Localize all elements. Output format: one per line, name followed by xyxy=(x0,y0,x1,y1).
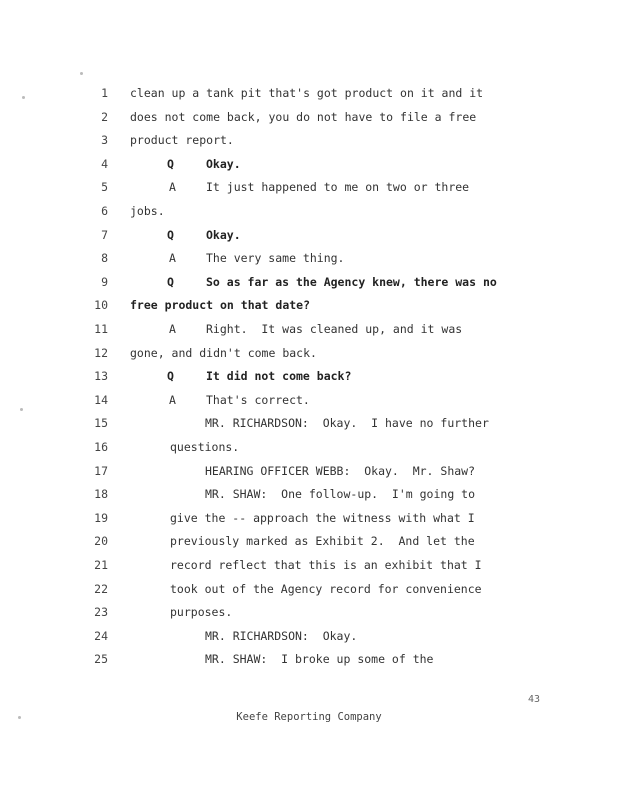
answer-text: That's correct. xyxy=(206,392,310,407)
line-text: product report. xyxy=(130,133,234,148)
transcript-line xyxy=(0,461,618,481)
question-text: It did not come back? xyxy=(206,369,352,384)
transcript-line xyxy=(0,579,618,599)
line-number: 2 xyxy=(101,109,108,124)
transcript-line xyxy=(0,154,618,174)
transcript-line xyxy=(0,602,618,622)
line-number: 17 xyxy=(94,463,108,478)
line-text: MR. SHAW: I broke up some of the xyxy=(205,652,434,667)
question-text: So as far as the Agency knew, there was no xyxy=(206,274,497,289)
question-marker: Q xyxy=(167,227,174,242)
transcript-line xyxy=(0,508,618,528)
transcript-line xyxy=(0,319,618,339)
line-number: 5 xyxy=(101,180,108,195)
answer-text: Right. It was cleaned up, and it was xyxy=(206,322,463,336)
transcript-line xyxy=(0,531,618,551)
line-text: HEARING OFFICER WEBB: Okay. Mr. Shaw? xyxy=(205,463,476,478)
transcript-line xyxy=(0,272,618,292)
transcript-line xyxy=(0,484,618,504)
answer-text: The very same thing. xyxy=(206,251,345,266)
line-number: 8 xyxy=(101,251,108,266)
scan-speck xyxy=(18,716,21,719)
transcript-line xyxy=(0,413,618,433)
transcript-line xyxy=(0,626,618,646)
answer-marker: A xyxy=(169,180,176,195)
transcript-line xyxy=(0,225,618,245)
line-number: 6 xyxy=(101,204,108,218)
line-text: free product on that date? xyxy=(130,298,311,313)
transcript-line xyxy=(0,343,618,363)
transcript-line xyxy=(0,130,618,150)
page-number: 43 xyxy=(528,694,541,705)
line-text: questions. xyxy=(170,440,240,454)
question-marker: Q xyxy=(167,369,174,384)
transcript-line xyxy=(0,366,618,386)
line-number: 15 xyxy=(94,416,108,431)
transcript-line xyxy=(0,555,618,575)
answer-text: It just happened to me on two or three xyxy=(206,180,470,195)
line-text: does not come back, you do not have to file a free xyxy=(130,109,477,124)
line-text: gone, and didn't come back. xyxy=(130,345,317,360)
line-number: 9 xyxy=(101,274,108,289)
transcript-line xyxy=(0,201,618,221)
line-text: MR. RICHARDSON: Okay. I have no further xyxy=(205,416,489,431)
scan-speck xyxy=(20,408,23,411)
line-text: record reflect that this is an exhibit that I xyxy=(170,558,482,572)
line-number: 10 xyxy=(94,298,108,313)
line-text: previously marked as Exhibit 2. And let the xyxy=(170,534,475,549)
answer-marker: A xyxy=(169,251,176,266)
question-marker: Q xyxy=(167,156,174,171)
line-number: 3 xyxy=(101,133,108,148)
line-number: 19 xyxy=(94,510,108,525)
line-number: 7 xyxy=(101,227,108,242)
answer-marker: A xyxy=(169,322,176,336)
line-text: jobs. xyxy=(130,204,165,218)
transcript-line xyxy=(0,295,618,315)
line-number: 18 xyxy=(94,487,108,502)
line-text: took out of the Agency record for convenience xyxy=(170,581,482,596)
line-number: 22 xyxy=(94,581,108,596)
question-text: Okay. xyxy=(206,156,241,171)
answer-marker: A xyxy=(169,392,176,407)
line-number: 14 xyxy=(94,392,108,407)
line-text: MR. SHAW: One follow-up. I'm going to xyxy=(205,487,476,502)
line-number: 4 xyxy=(101,156,108,171)
transcript-line xyxy=(0,437,618,457)
transcript-line xyxy=(0,248,618,268)
line-number: 21 xyxy=(94,558,108,572)
line-number: 1 xyxy=(101,86,108,100)
question-marker: Q xyxy=(167,274,174,289)
transcript-line xyxy=(0,649,618,669)
line-number: 20 xyxy=(94,534,108,549)
scan-speck xyxy=(80,72,83,75)
line-number: 12 xyxy=(94,345,108,360)
line-number: 13 xyxy=(94,369,108,384)
line-text: MR. RICHARDSON: Okay. xyxy=(205,628,358,643)
transcript-line xyxy=(0,107,618,127)
line-text: purposes. xyxy=(170,605,233,620)
footer-reporter-name: Keefe Reporting Company xyxy=(236,711,382,723)
line-number: 25 xyxy=(94,652,108,667)
line-text: clean up a tank pit that's got product on it and it xyxy=(130,86,484,100)
transcript-line xyxy=(0,83,618,103)
line-number: 11 xyxy=(94,322,108,336)
line-text: give the -- approach the witness with what I xyxy=(170,510,475,525)
transcript-line xyxy=(0,177,618,197)
transcript-line xyxy=(0,390,618,410)
line-number: 23 xyxy=(94,605,108,620)
scan-speck xyxy=(22,96,25,99)
line-number: 16 xyxy=(94,440,108,454)
question-text: Okay. xyxy=(206,227,241,242)
line-number: 24 xyxy=(94,628,108,643)
